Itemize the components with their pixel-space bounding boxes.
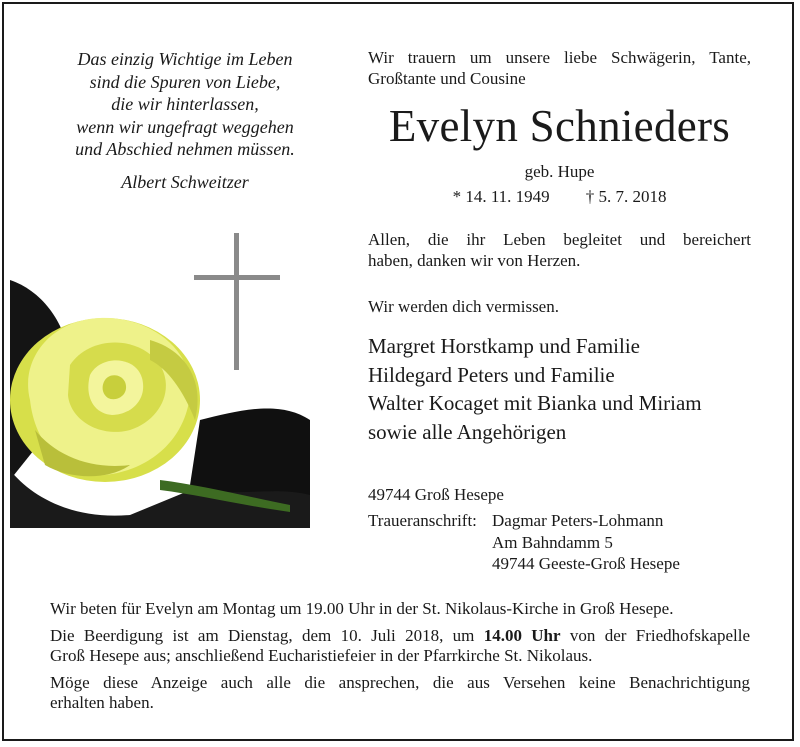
quote-line: und Abschied nehmen müssen.: [75, 139, 295, 159]
funeral-line: Groß Hesepe aus; anschließend Eucharistiefeier in der Pfarrkirche St. Nikolaus.: [50, 646, 593, 665]
funeral-info: [50, 626, 750, 667]
prayer-info: Wir beten für Evelyn am Montag um 19.00 Uhr in der St. Nikolaus-Kirche in Groß Hesepe.: [50, 599, 674, 618]
quote-line: sind die Spuren von Liebe,: [89, 71, 281, 92]
funeral-time: 14.00 Uhr: [483, 625, 561, 645]
memorial-quote: [40, 48, 330, 193]
family-place: 49744 Groß Hesepe: [368, 485, 504, 504]
life-dates: [368, 187, 751, 207]
mourners-list: [368, 332, 751, 446]
birth-date: * 14. 11. 1949: [452, 187, 550, 206]
mourner-entry: Walter Kocaget mit Bianka und Miriam: [368, 391, 702, 415]
intro-text: [368, 47, 751, 89]
mourner-entry: sowie alle Angehörigen: [368, 419, 567, 444]
deceased-name: Evelyn Schnieders: [388, 101, 731, 151]
yellow-rose-image: [10, 280, 310, 528]
funeral-text: von der Friedhofskapelle: [560, 625, 750, 645]
quote-line: wenn wir ungefragt weggehen: [76, 116, 294, 137]
note-line: Möge diese Anzeige auch alle die ansprechen, die aus Versehen keine Benachrichtigung: [50, 672, 750, 692]
quote-line: die wir hinterlassen,: [111, 94, 259, 114]
thanks-text: [368, 229, 751, 271]
address-line: Am Bahndamm 5: [492, 532, 613, 552]
intro-line: Großtante und Cousine: [368, 69, 526, 88]
thanks-line: haben, danken wir von Herzen.: [368, 251, 581, 270]
address-line: Dagmar Peters-Lohmann: [492, 511, 664, 530]
quote-author: Albert Schweitzer: [121, 171, 249, 192]
death-date: † 5. 7. 2018: [585, 187, 667, 206]
note-line: erhalten haben.: [50, 693, 154, 712]
address-line: 49744 Geeste-Groß Hesepe: [492, 554, 680, 573]
service-details: [50, 599, 750, 720]
address-label: Traueranschrift:: [368, 511, 477, 530]
maiden-name: geb. Hupe: [524, 162, 595, 181]
miss-text: Wir werden dich vermissen.: [368, 297, 559, 316]
funeral-text: Die Beerdigung ist am Dienstag, dem 10. Juli 2018, um: [50, 625, 484, 645]
quote-line: Das einzig Wichtige im Leben: [77, 49, 293, 69]
mourner-entry: Hildegard Peters und Familie: [368, 362, 615, 387]
thanks-line: Allen, die ihr Leben begleitet und bereichert: [368, 230, 751, 249]
mourner-entry: Margret Horstkamp und Familie: [368, 334, 640, 358]
notification-note: [50, 673, 750, 714]
intro-line: Wir trauern um unsere liebe Schwägerin, Tante,: [368, 48, 751, 67]
